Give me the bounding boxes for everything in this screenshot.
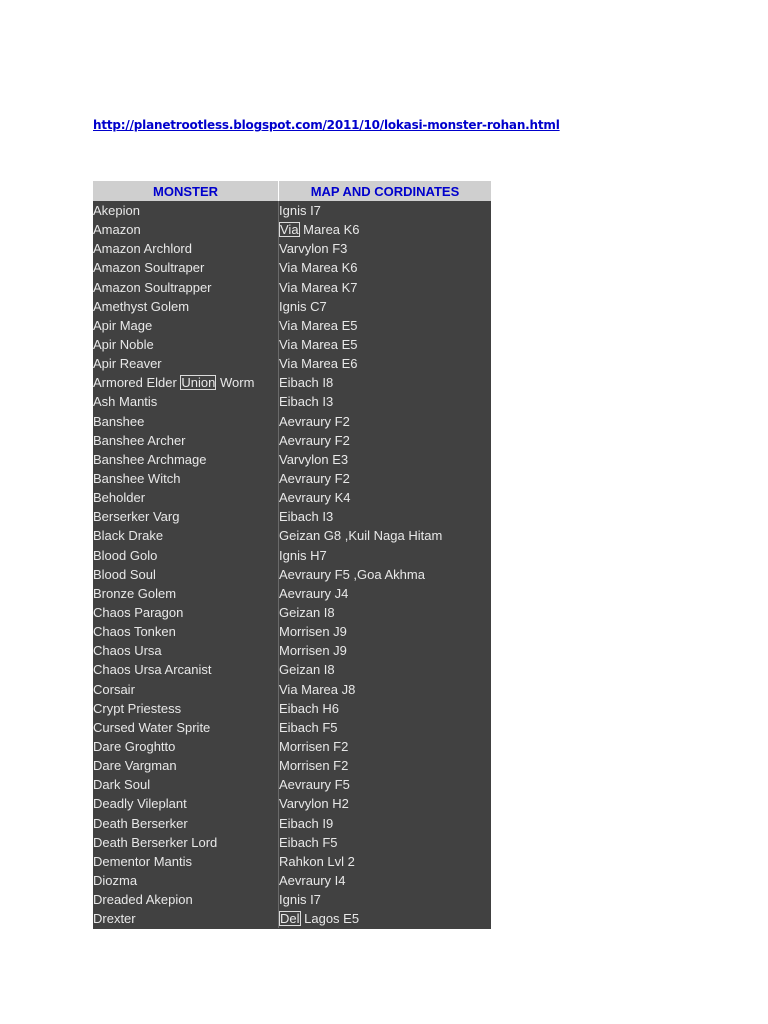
map-cell: Via Marea K7 (279, 279, 358, 295)
table-body (93, 201, 491, 929)
monster-cell: Amazon Archlord (93, 239, 279, 258)
table-row (93, 526, 491, 545)
table-row (93, 316, 491, 335)
monster-cell: Banshee Witch (93, 469, 279, 488)
monster-cell: Amazon Soultraper (93, 258, 279, 277)
monster-cell: Black Drake (93, 526, 279, 545)
table-row (93, 297, 491, 316)
monster-cell: Beholder (93, 488, 279, 507)
table-row (93, 794, 491, 813)
map-cell: Varvylon F3 (279, 241, 348, 257)
monster-cell: Berserker Varg (93, 507, 279, 526)
table-row (93, 546, 491, 565)
table-row (93, 890, 491, 909)
table-row (93, 718, 491, 737)
map-cell: Geizan G8 ,Kuil Naga Hitam (279, 528, 443, 544)
monster-cell: Diozma (93, 871, 279, 890)
monster-cell: Bronze Golem (93, 584, 279, 603)
map-cell: Eibach I3 (279, 509, 334, 525)
map-cell: Geizan I8 (279, 662, 335, 678)
map-cell: Aevraury F2 (279, 413, 350, 429)
map-cell: Via Marea E5 (279, 336, 358, 352)
map-cell: Varvylon H2 (279, 796, 349, 812)
monster-cell: Amazon Soultrapper (93, 278, 279, 297)
map-cell: Morrisen J9 (279, 643, 347, 659)
table-row (93, 699, 491, 718)
monster-cell: Death Berserker (93, 814, 279, 833)
map-cell: Via Marea E5 (279, 317, 358, 333)
monster-cell: Banshee Archer (93, 431, 279, 450)
table-row (93, 909, 491, 928)
map-cell: Eibach F5 (279, 834, 338, 850)
monster-cell: Chaos Ursa (93, 641, 279, 660)
table-row (93, 258, 491, 277)
monster-cell: Chaos Ursa Arcanist (93, 660, 279, 679)
table-row (93, 660, 491, 679)
monster-cell: Banshee Archmage (93, 450, 279, 469)
source-link[interactable]: http://planetrootless.blogspot.com/2011/10/lokasi-monster-rohan.html (93, 118, 560, 132)
table-row (93, 852, 491, 871)
table-row (93, 373, 491, 392)
table-row (93, 680, 491, 699)
monster-cell: Apir Reaver (93, 354, 279, 373)
table-row (93, 488, 491, 507)
map-cell: Del Lagos E5 (280, 911, 360, 927)
monster-cell: Amazon (93, 220, 279, 239)
table-row (93, 622, 491, 641)
table-row (93, 354, 491, 373)
monster-cell: Death Berserker Lord (93, 833, 279, 852)
table-row (93, 412, 491, 431)
header-monster: MONSTER (93, 181, 279, 201)
map-cell: Ignis H7 (279, 547, 327, 563)
monster-cell: Apir Noble (93, 335, 279, 354)
monster-cell: Akepion (93, 201, 279, 220)
monster-cell: Dark Soul (93, 775, 279, 794)
table-row (93, 201, 491, 220)
map-cell: Eibach I8 (279, 375, 334, 391)
map-cell: Eibach I9 (279, 815, 334, 831)
map-cell: Ignis C7 (279, 298, 327, 314)
map-cell: Aevraury I4 (279, 872, 346, 888)
monster-cell: Deadly Vileplant (93, 794, 279, 813)
map-cell: Morrisen F2 (279, 738, 349, 754)
map-cell: Via Marea E6 (279, 356, 358, 372)
table-row (93, 603, 491, 622)
table-row (93, 335, 491, 354)
map-cell: Aevraury F2 (279, 432, 350, 448)
monster-cell: Cursed Water Sprite (93, 718, 279, 737)
table-row (93, 871, 491, 890)
table-row (93, 239, 491, 258)
map-cell: Via Marea K6 (279, 260, 358, 276)
monster-cell: Dare Vargman (93, 756, 279, 775)
monster-cell: Crypt Priestess (93, 699, 279, 718)
table-row (93, 641, 491, 660)
map-cell: Morrisen J9 (279, 624, 347, 640)
table-header (93, 181, 491, 201)
monster-cell: Armored Elder Union Worm (93, 373, 279, 392)
monster-cell: Blood Soul (93, 565, 279, 584)
map-cell: Varvylon E3 (279, 451, 349, 467)
map-cell: Aevraury F5 (279, 777, 350, 793)
table-row (93, 450, 491, 469)
table-row (93, 565, 491, 584)
monster-cell: Dementor Mantis (93, 852, 279, 871)
monster-cell: Corsair (93, 680, 279, 699)
monster-cell: Dare Groghtto (93, 737, 279, 756)
map-cell: Eibach I3 (279, 394, 334, 410)
table-row (93, 775, 491, 794)
map-cell: Ignis I7 (279, 892, 321, 908)
monster-cell: Drexter (93, 909, 279, 928)
table-row (93, 220, 491, 239)
header-map-and-cordinates: MAP AND CORDINATES (310, 184, 460, 199)
map-cell: Geizan I8 (279, 604, 335, 620)
table-row (93, 814, 491, 833)
table-row (93, 833, 491, 852)
monster-cell: Chaos Tonken (93, 622, 279, 641)
map-cell: Aevraury F5 ,Goa Akhma (279, 566, 425, 582)
monster-cell: Apir Mage (93, 316, 279, 335)
table-row (93, 737, 491, 756)
table-row (93, 507, 491, 526)
monster-cell: Banshee (93, 412, 279, 431)
map-cell: Aevraury J4 (279, 585, 349, 601)
table-row (93, 392, 491, 411)
table-row (93, 756, 491, 775)
map-cell: Rahkon Lvl 2 (279, 853, 355, 869)
monster-cell: Amethyst Golem (93, 297, 279, 316)
map-cell: Aevraury F2 (279, 470, 350, 486)
table-row (93, 584, 491, 603)
table-row (93, 278, 491, 297)
map-cell: Via Marea K6 (280, 222, 360, 238)
monster-table (93, 181, 491, 929)
map-cell: Eibach H6 (279, 700, 339, 716)
monster-cell: Ash Mantis (93, 392, 279, 411)
monster-cell: Chaos Paragon (93, 603, 279, 622)
map-cell: Ignis I7 (279, 203, 321, 218)
map-cell: Morrisen F2 (279, 758, 349, 774)
monster-cell: Dreaded Akepion (93, 890, 279, 909)
map-cell: Via Marea J8 (279, 681, 356, 697)
map-cell: Aevraury K4 (279, 490, 351, 506)
table-row (93, 469, 491, 488)
table-row (93, 431, 491, 450)
map-cell: Eibach F5 (279, 719, 338, 735)
monster-cell: Blood Golo (93, 546, 279, 565)
